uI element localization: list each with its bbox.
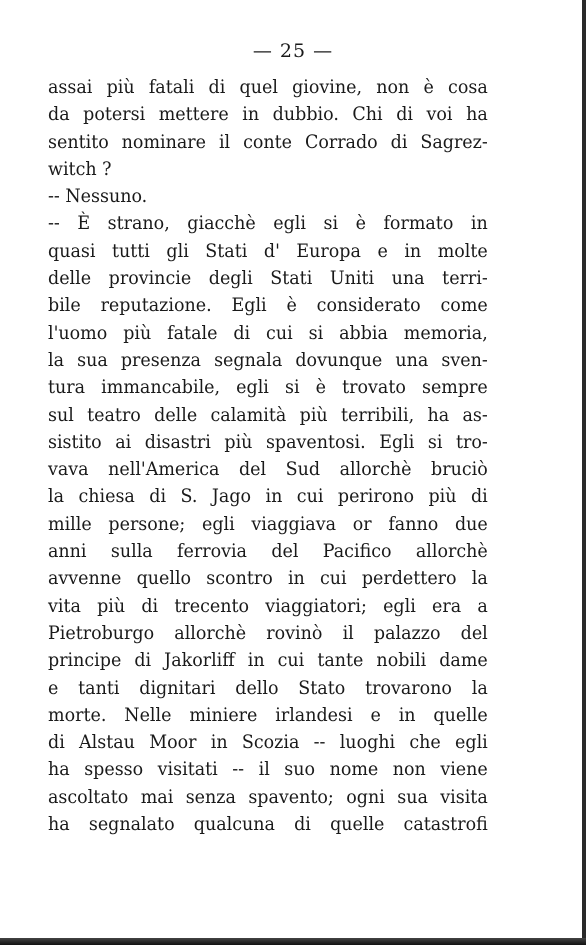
page-number: — 25 — [252,40,334,62]
text-line: -- È strano, giacchè egli si è formato in [48,212,488,235]
text-line: sistito ai disastri più spaventosi. Egli si tro- [48,430,488,453]
text-line: tura immancabile, egli si è trovato sempre [48,376,488,399]
text-line: anni sulla ferrovia del Pacifico allorchè [48,540,488,563]
text-line: di Alstau Moor in Scozia -- luoghi che egli [48,731,488,754]
text-line: ascoltato mai senza spavento; ogni sua visita [48,785,488,808]
text-line: da potersi mettere in dubbio. Chi di voi ha [48,103,488,126]
body-text [48,74,488,838]
text-line: vita più di trecento viaggiatori; egli era a [48,594,488,617]
text-line: la chiesa di S. Jago in cui perirono più di [48,485,488,508]
text-line: quasi tutti gli Stati d' Europa e in molte [48,239,488,262]
text-line: morte. Nelle miniere irlandesi e in quelle [48,703,488,726]
text-line: vava nell'America del Sud allorchè bruciò [48,458,488,481]
text-line: -- Nessuno. [48,185,148,208]
text-line: avvenne quello scontro in cui perdettero la [48,567,488,590]
text-line: e tanti dignitari dello Stato trovarono la [48,676,488,699]
text-line: sul teatro delle calamità più terribili, ha as- [48,403,488,426]
text-line: ha spesso visitati -- il suo nome non viene [48,758,488,781]
text-line: witch ? [48,157,112,180]
page-edge-right [582,0,586,945]
text-line: bile reputazione. Egli è considerato come [48,294,488,317]
text-line: principe di Jakorliff in cui tante nobili dame [48,649,488,672]
text-line: la sua presenza segnala dovunque una sven- [48,348,488,371]
text-line: sentito nominare il conte Corrado di Sagrez- [48,130,488,153]
text-line: Pietroburgo allorchè rovinò il palazzo del [48,621,488,644]
text-line: l'uomo più fatale di cui si abbia memoria, [48,321,488,344]
text-line: ha segnalato qualcuna di quelle catastrofi [48,813,488,836]
text-line: mille persone; egli viaggiava or fanno due [48,512,488,535]
page-edge-bottom [0,938,586,945]
text-line: assai più fatali di quel giovine, non è cosa [48,76,488,98]
text-line: delle provincie degli Stati Uniti una terri- [48,267,488,290]
